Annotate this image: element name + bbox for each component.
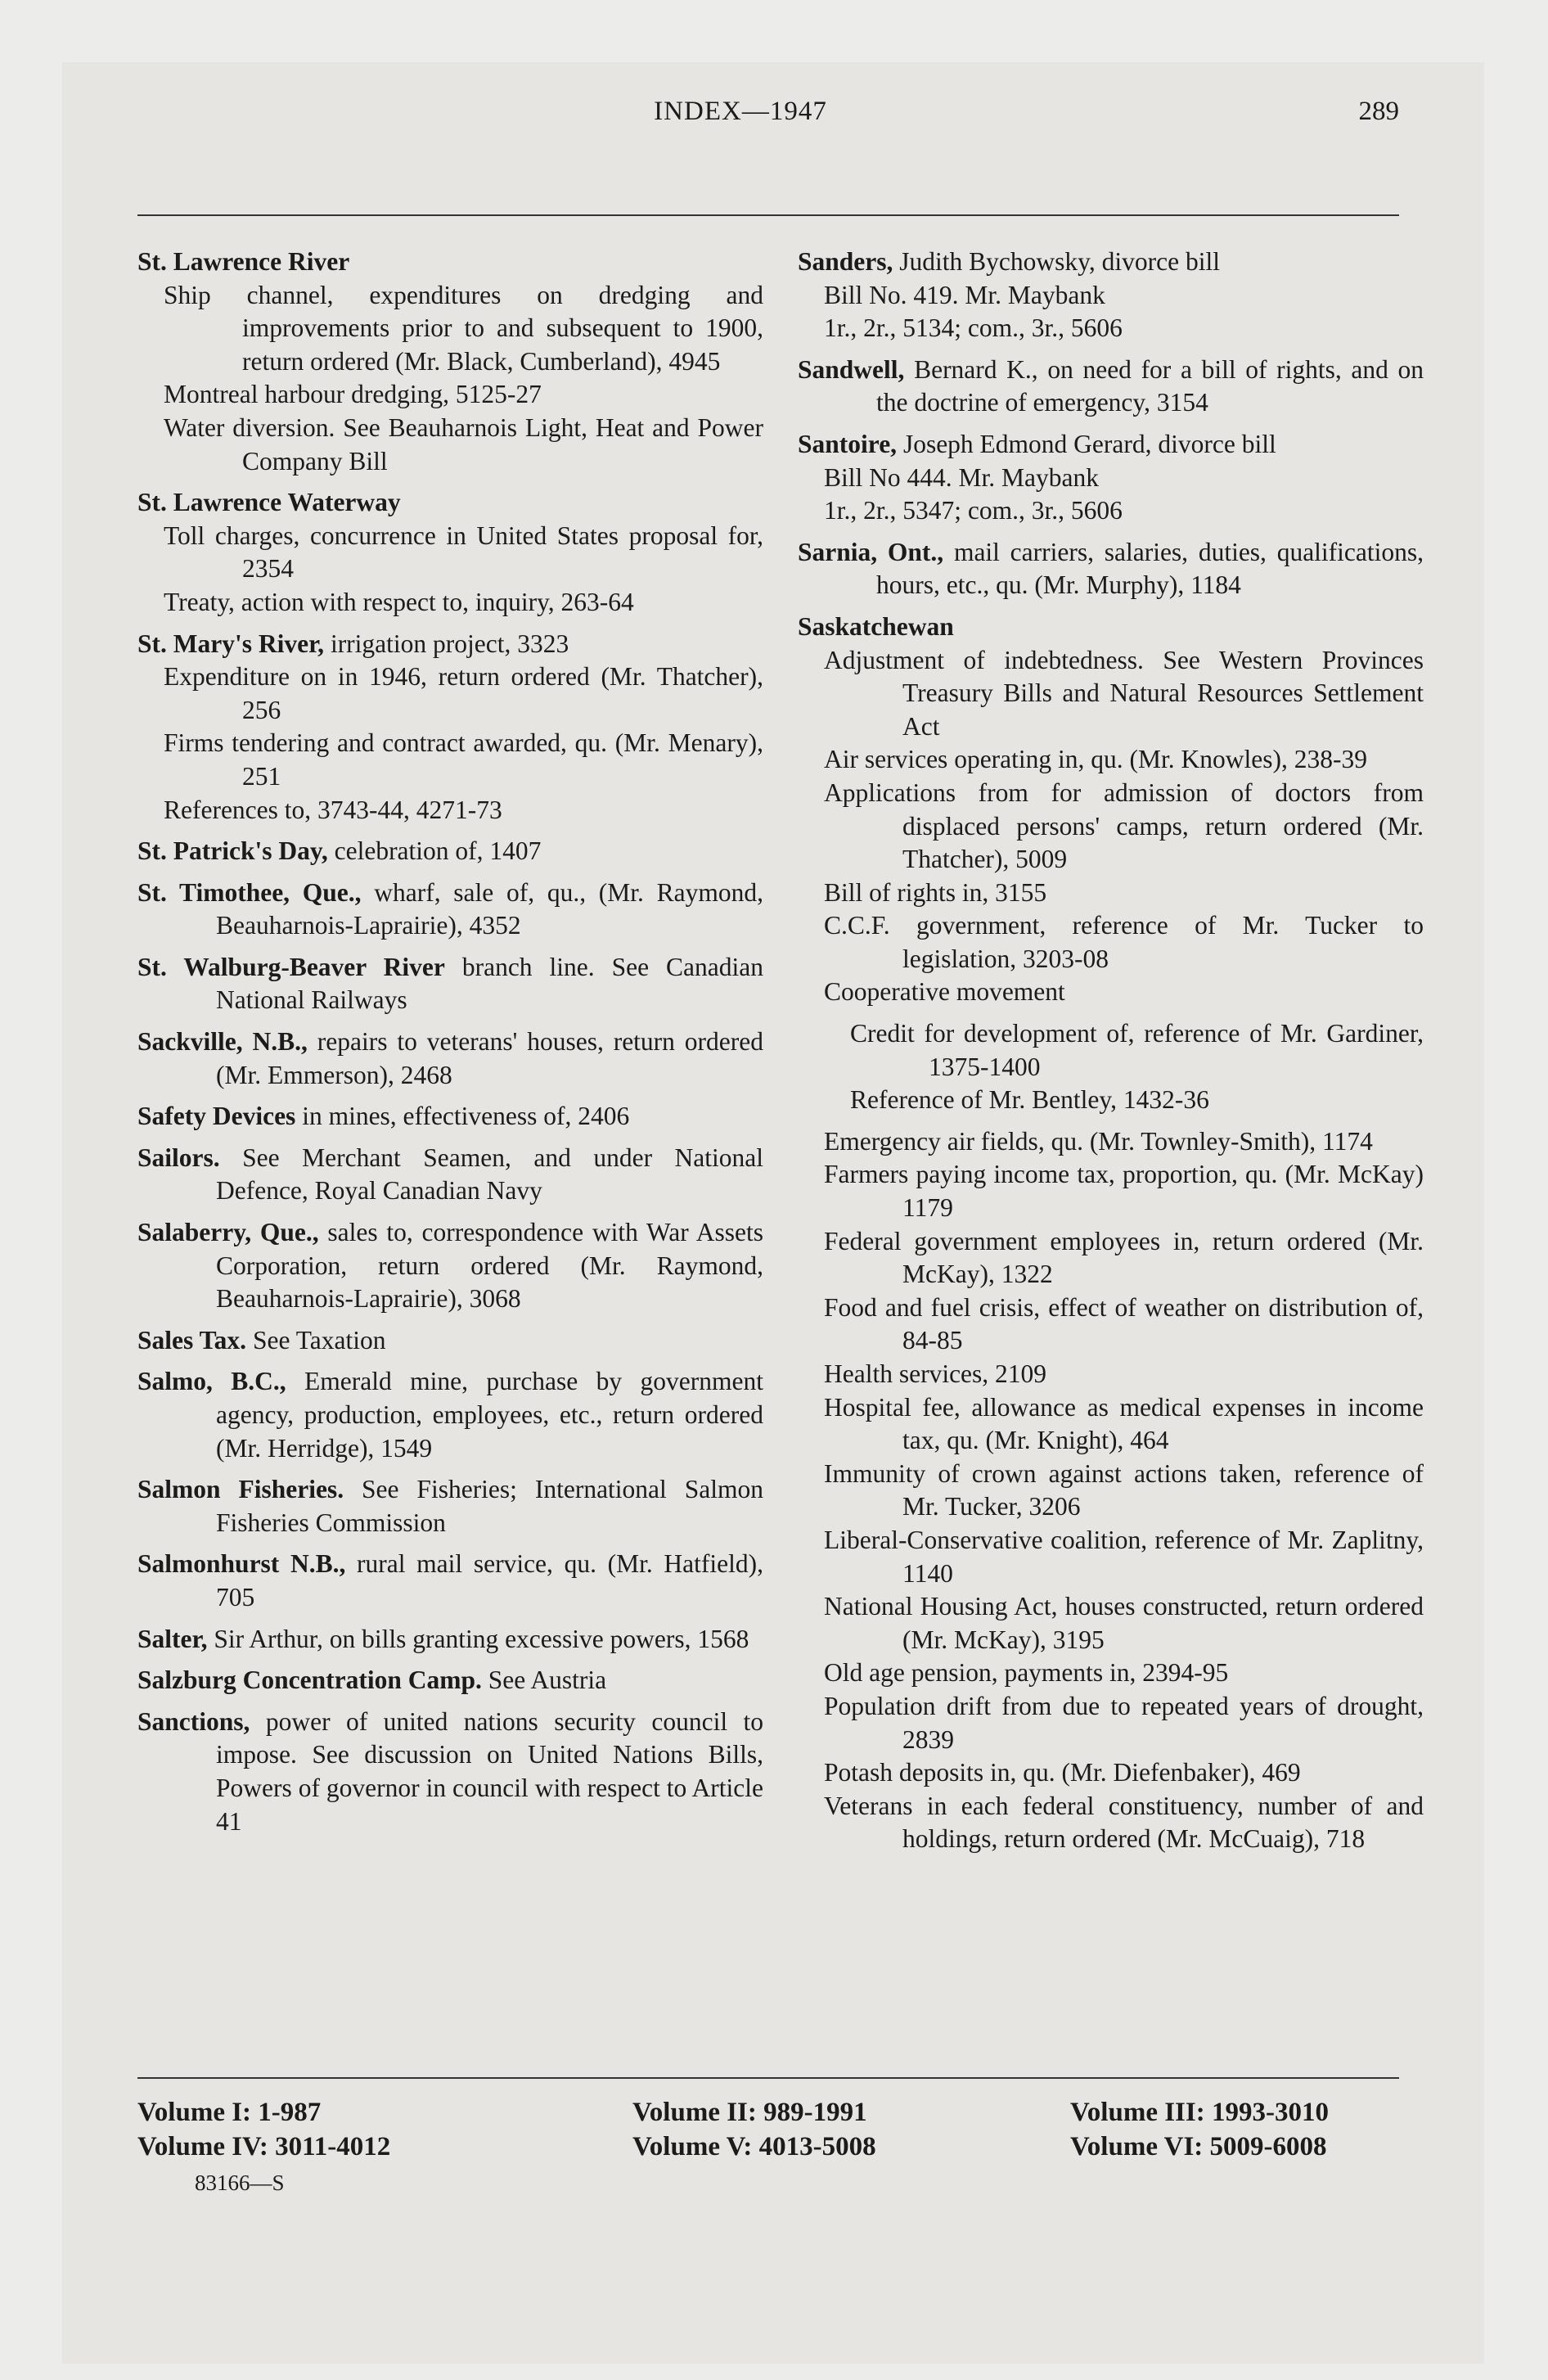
index-subentry: Bill of rights in, 3155 bbox=[824, 877, 1047, 907]
index-entry bbox=[137, 1142, 763, 1208]
index-entry-main bbox=[137, 877, 763, 943]
print-code: 83166—S bbox=[195, 2170, 285, 2195]
index-subentry: C.C.F. government, reference of Mr. Tucker to legislation, 3203-08 bbox=[824, 911, 1424, 973]
index-text: rural mail service, qu. (Mr. Hatfield), 705 bbox=[216, 1549, 764, 1611]
index-subentry: References to, 3743-44, 4271-73 bbox=[164, 795, 502, 824]
index-heading: Sarnia, Ont., bbox=[798, 537, 944, 566]
index-subentry: Food and fuel crisis, effect of weather on distribution of, 84-85 bbox=[824, 1292, 1424, 1355]
index-heading: Sales Tax. bbox=[137, 1325, 247, 1355]
index-entry bbox=[798, 1125, 1424, 1856]
index-text: irrigation project, 3323 bbox=[330, 629, 569, 658]
index-entry bbox=[798, 1017, 1424, 1117]
index-entry bbox=[137, 1365, 763, 1465]
volume-label: Volume III: 1993-3010 bbox=[1070, 2098, 1329, 2127]
index-text: See Austria bbox=[488, 1666, 607, 1695]
volume-label: Volume IV: 3011-4012 bbox=[137, 2132, 391, 2161]
index-subentry: Applications from for admission of doctors from displaced persons' camps, return ordered (Mr. Thatcher), 5009 bbox=[824, 778, 1424, 874]
index-heading: Sailors. bbox=[137, 1143, 220, 1172]
index-entry-main bbox=[137, 246, 763, 279]
index-entry-main bbox=[137, 628, 763, 661]
index-entry bbox=[137, 1216, 763, 1316]
index-text: Bernard K., on need for a bill of rights, and on the doctrine of emergency, 3154 bbox=[876, 354, 1424, 417]
index-heading: St. Lawrence Waterway bbox=[137, 488, 401, 517]
index-entry bbox=[798, 246, 1424, 345]
index-subentry: Bill No. 419. Mr. Maybank bbox=[824, 280, 1105, 309]
index-subentry: Firms tendering and contract awarded, qu. (Mr. Menary), 251 bbox=[164, 728, 763, 791]
index-entry bbox=[137, 628, 763, 827]
index-entry-main bbox=[137, 1365, 763, 1465]
index-text: branch line. See Canadian National Railways bbox=[216, 952, 763, 1015]
index-subentry: Expenditure on in 1946, return ordered (Mr. Thatcher), 256 bbox=[164, 662, 763, 724]
index-entry bbox=[137, 486, 763, 619]
index-text: in mines, effectiveness of, 2406 bbox=[302, 1102, 630, 1131]
index-entry bbox=[137, 1324, 763, 1358]
index-entry bbox=[137, 1664, 763, 1697]
index-subentry: Montreal harbour dredging, 5125-27 bbox=[164, 380, 542, 409]
index-heading: Saskatchewan bbox=[798, 611, 954, 641]
index-heading: St. Mary's River, bbox=[137, 629, 325, 658]
index-subentry: Emergency air fields, qu. (Mr. Townley-Smith), 1174 bbox=[824, 1126, 1373, 1156]
index-text: See Merchant Seamen, and under National Defence, Royal Canadian Navy bbox=[216, 1143, 764, 1206]
index-column-right bbox=[798, 246, 1424, 1864]
index-entry bbox=[137, 246, 763, 478]
index-text: Emerald mine, purchase by government agency, production, employees, etc., return ordered (Mr. Herridge), 1549 bbox=[216, 1367, 763, 1463]
index-heading: Safety Devices bbox=[137, 1102, 296, 1131]
index-entry bbox=[798, 428, 1424, 528]
index-entry-main bbox=[798, 246, 1424, 279]
index-subsubentry: Reference of Mr. Bentley, 1432-36 bbox=[850, 1085, 1209, 1115]
index-entry bbox=[137, 1548, 763, 1614]
index-entry-main bbox=[137, 1706, 763, 1838]
index-entry-main bbox=[137, 1664, 763, 1697]
index-text: wharf, sale of, qu., (Mr. Raymond, Beauharnois-Laprairie), 4352 bbox=[216, 877, 763, 940]
index-subentry: Hospital fee, allowance as medical expenses in income tax, qu. (Mr. Knight), 464 bbox=[824, 1392, 1424, 1455]
index-heading: Salaberry, Que., bbox=[137, 1218, 319, 1247]
index-subentry: Liberal-Conservative coalition, reference of Mr. Zaplitny, 1140 bbox=[824, 1525, 1424, 1588]
volume-label: Volume II: 989-1991 bbox=[632, 2098, 867, 2127]
volume-label: Volume VI: 5009-6008 bbox=[1070, 2132, 1327, 2161]
index-heading: Sanders, bbox=[798, 247, 893, 276]
index-heading: Salmonhurst N.B., bbox=[137, 1549, 346, 1579]
volume-label: Volume V: 4013-5008 bbox=[632, 2132, 876, 2161]
index-entry bbox=[137, 1100, 763, 1134]
index-entry bbox=[137, 1473, 763, 1539]
index-heading: Salzburg Concentration Camp. bbox=[137, 1666, 482, 1695]
index-heading: Santoire, bbox=[798, 429, 898, 458]
index-entry bbox=[137, 951, 763, 1017]
page-header bbox=[82, 97, 1399, 146]
index-subentry: Toll charges, concurrence in United States proposal for, 2354 bbox=[164, 521, 763, 584]
index-text: Judith Bychowsky, divorce bill bbox=[899, 247, 1220, 276]
index-entry-main bbox=[798, 611, 1424, 644]
index-subentry: Potash deposits in, qu. (Mr. Diefenbaker), 469 bbox=[824, 1758, 1301, 1787]
index-entry bbox=[137, 877, 763, 943]
index-heading: Sandwell, bbox=[798, 354, 905, 384]
index-heading: Sanctions, bbox=[137, 1706, 250, 1736]
index-subentry: Farmers paying income tax, proportion, qu. (Mr. McKay) 1179 bbox=[824, 1160, 1424, 1223]
index-entry-main bbox=[137, 1216, 763, 1316]
index-entry-main bbox=[137, 1100, 763, 1134]
index-heading: Salmon Fisheries. bbox=[137, 1475, 344, 1504]
index-text: sales to, correspondence with War Assets Corporation, return ordered (Mr. Raymond, Beauharnois-Laprairie), 3068 bbox=[216, 1218, 763, 1314]
index-entry-main bbox=[798, 536, 1424, 602]
index-heading: Salmo, B.C., bbox=[137, 1367, 286, 1396]
index-text: See Taxation bbox=[252, 1325, 386, 1355]
index-heading: St. Walburg-Beaver River bbox=[137, 952, 445, 981]
index-subentry: Health services, 2109 bbox=[824, 1359, 1047, 1388]
index-entry bbox=[137, 1025, 763, 1092]
header-rule bbox=[137, 214, 1399, 216]
index-entry-main bbox=[137, 1025, 763, 1092]
index-subentry: Old age pension, payments in, 2394-95 bbox=[824, 1658, 1229, 1688]
index-text: Sir Arthur, on bills granting excessive powers, 1568 bbox=[214, 1624, 749, 1653]
index-entry-main bbox=[798, 428, 1424, 462]
index-text: repairs to veterans' houses, return ordered (Mr. Emmerson), 2468 bbox=[216, 1027, 763, 1089]
index-entry-main bbox=[137, 1473, 763, 1539]
index-text: mail carriers, salaries, duties, qualifications, hours, etc., qu. (Mr. Murphy), 1184 bbox=[876, 537, 1424, 600]
index-text: power of united nations security council to impose. See discussion on United Nations Bills, Powers of governor in council with respect to Article 41 bbox=[216, 1706, 763, 1836]
index-subentry: Air services operating in, qu. (Mr. Knowles), 238-39 bbox=[824, 745, 1367, 774]
index-heading: Sackville, N.B., bbox=[137, 1027, 308, 1057]
index-entry-main bbox=[137, 1324, 763, 1358]
index-entry bbox=[137, 1706, 763, 1838]
index-entry-main bbox=[137, 1142, 763, 1208]
index-entry-main bbox=[137, 1623, 763, 1657]
index-text: Joseph Edmond Gerard, divorce bill bbox=[902, 429, 1276, 458]
index-entry-main bbox=[798, 354, 1424, 420]
index-subentry: Water diversion. See Beauharnois Light, Heat and Power Company Bill bbox=[164, 412, 763, 476]
index-subentry: Immunity of crown against actions taken, reference of Mr. Tucker, 3206 bbox=[824, 1458, 1424, 1521]
volume-legend bbox=[137, 2095, 1414, 2226]
index-entry-main bbox=[137, 486, 763, 520]
index-text: See Fisheries; International Salmon Fisheries Commission bbox=[216, 1475, 763, 1537]
index-entry bbox=[137, 1623, 763, 1657]
index-column-left bbox=[137, 246, 763, 1846]
index-subentry: National Housing Act, houses constructed, return ordered (Mr. McKay), 3195 bbox=[824, 1592, 1424, 1654]
index-heading: Salter, bbox=[137, 1624, 208, 1653]
index-heading: St. Patrick's Day, bbox=[137, 836, 328, 866]
index-heading: St. Timothee, Que., bbox=[137, 877, 362, 907]
index-subentry: 1r., 2r., 5347; com., 3r., 5606 bbox=[824, 496, 1123, 525]
index-subentry: 1r., 2r., 5134; com., 3r., 5606 bbox=[824, 313, 1123, 343]
index-entry-main bbox=[137, 1548, 763, 1614]
footer-rule bbox=[137, 2077, 1399, 2079]
index-subentry: Bill No 444. Mr. Maybank bbox=[824, 462, 1099, 492]
index-text: celebration of, 1407 bbox=[334, 836, 542, 866]
index-subentry: Treaty, action with respect to, inquiry, 263-64 bbox=[164, 587, 634, 616]
index-subentry: Federal government employees in, return ordered (Mr. McKay), 1322 bbox=[824, 1226, 1424, 1289]
index-heading: St. Lawrence River bbox=[137, 247, 350, 276]
index-subentry: Cooperative movement bbox=[824, 977, 1065, 1007]
index-subentry: Veterans in each federal constituency, number of and holdings, return ordered (Mr. McCuaig), 718 bbox=[824, 1791, 1424, 1854]
page-title: INDEX—1947 bbox=[654, 97, 827, 126]
index-subentry: Population drift from due to repeated years of drought, 2839 bbox=[824, 1691, 1424, 1754]
volume-label: Volume I: 1-987 bbox=[137, 2098, 322, 2127]
index-entry bbox=[798, 354, 1424, 420]
index-subsubentry: Credit for development of, reference of Mr. Gardiner, 1375-1400 bbox=[850, 1019, 1424, 1081]
index-entry bbox=[798, 536, 1424, 602]
index-entry-main bbox=[137, 951, 763, 1017]
index-entry bbox=[798, 611, 1424, 1009]
index-subentry: Ship channel, expenditures on dredging and improvements prior to and subsequent to 1900, return ordered (Mr. Black, Cumberland), 4945 bbox=[164, 280, 763, 376]
index-entry bbox=[137, 835, 763, 868]
page-number: 289 bbox=[1358, 97, 1399, 126]
index-entry-main bbox=[137, 835, 763, 868]
index-subentry: Adjustment of indebtedness. See Western Provinces Treasury Bills and Natural Resources Settlement Act bbox=[824, 645, 1424, 741]
